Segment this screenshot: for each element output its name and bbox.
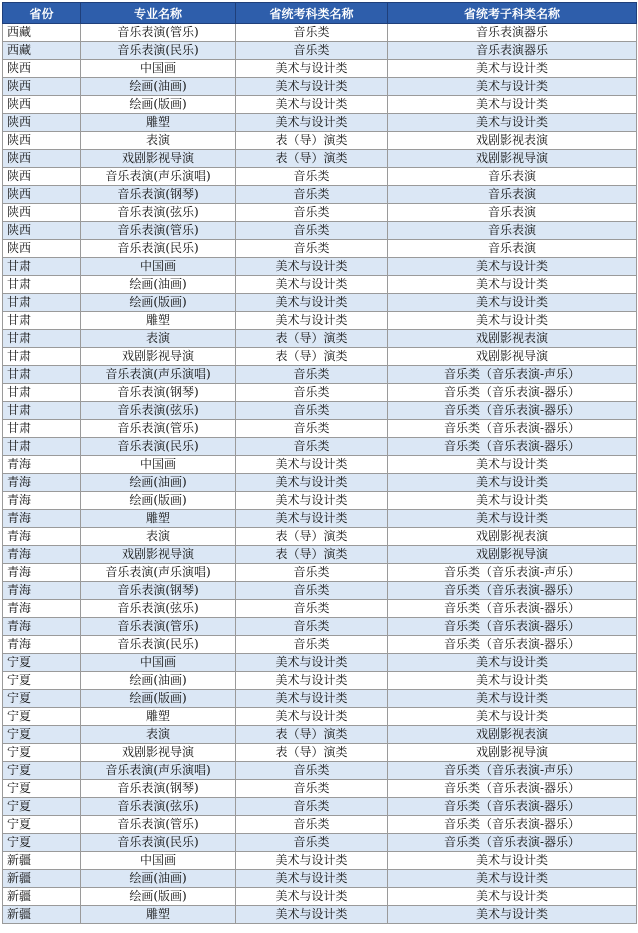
cell-category-name: 音乐类 [236,834,388,852]
table-row [3,222,637,240]
major-category-table [2,2,637,924]
cell-subcategory-name: 音乐类（音乐表演-声乐） [388,762,637,780]
cell-subcategory-name: 音乐类（音乐表演-器乐） [388,618,637,636]
cell-major-name: 戏剧影视导演 [81,150,236,168]
cell-major-name: 绘画(油画) [81,474,236,492]
cell-province: 陕西 [3,222,81,240]
table-row [3,852,637,870]
cell-province: 甘肃 [3,258,81,276]
table-row [3,618,637,636]
cell-major-name: 音乐表演(弦乐) [81,798,236,816]
cell-major-name: 戏剧影视导演 [81,546,236,564]
header-province: 省份 [3,3,81,24]
cell-province: 新疆 [3,888,81,906]
cell-major-name: 戏剧影视导演 [81,348,236,366]
table-row [3,600,637,618]
cell-subcategory-name: 戏剧影视导演 [388,744,637,762]
cell-category-name: 美术与设计类 [236,690,388,708]
cell-category-name: 美术与设计类 [236,276,388,294]
cell-province: 青海 [3,492,81,510]
cell-subcategory-name: 美术与设计类 [388,654,637,672]
table-row [3,834,637,852]
cell-category-name: 音乐类 [236,564,388,582]
cell-category-name: 表（导）演类 [236,528,388,546]
cell-category-name: 表（导）演类 [236,330,388,348]
cell-major-name: 中国画 [81,852,236,870]
cell-province: 宁夏 [3,708,81,726]
table-row [3,528,637,546]
cell-subcategory-name: 美术与设计类 [388,312,637,330]
table-row [3,816,637,834]
table-row [3,582,637,600]
cell-category-name: 音乐类 [236,582,388,600]
cell-subcategory-name: 美术与设计类 [388,888,637,906]
cell-major-name: 音乐表演(管乐) [81,24,236,42]
cell-category-name: 音乐类 [236,42,388,60]
cell-subcategory-name: 音乐类（音乐表演-器乐） [388,798,637,816]
cell-subcategory-name: 美术与设计类 [388,78,637,96]
table-row [3,798,637,816]
cell-province: 新疆 [3,870,81,888]
cell-province: 青海 [3,618,81,636]
cell-major-name: 音乐表演(管乐) [81,618,236,636]
table-row [3,456,637,474]
cell-major-name: 音乐表演(民乐) [81,240,236,258]
table-row [3,312,637,330]
table-row [3,888,637,906]
cell-province: 甘肃 [3,366,81,384]
cell-subcategory-name: 音乐类（音乐表演-器乐） [388,384,637,402]
cell-province: 宁夏 [3,816,81,834]
table-row [3,708,637,726]
cell-category-name: 表（导）演类 [236,546,388,564]
cell-major-name: 绘画(版画) [81,96,236,114]
cell-subcategory-name: 戏剧影视导演 [388,546,637,564]
cell-subcategory-name: 戏剧影视表演 [388,726,637,744]
cell-major-name: 绘画(版画) [81,294,236,312]
cell-major-name: 绘画(版画) [81,690,236,708]
header-major-name: 专业名称 [81,3,236,24]
cell-category-name: 美术与设计类 [236,312,388,330]
cell-major-name: 音乐表演(弦乐) [81,204,236,222]
cell-category-name: 音乐类 [236,384,388,402]
cell-major-name: 雕塑 [81,114,236,132]
cell-province: 西藏 [3,24,81,42]
cell-major-name: 绘画(油画) [81,870,236,888]
cell-province: 青海 [3,564,81,582]
cell-major-name: 音乐表演(钢琴) [81,582,236,600]
table-row [3,78,637,96]
cell-subcategory-name: 美术与设计类 [388,510,637,528]
cell-province: 西藏 [3,42,81,60]
cell-category-name: 音乐类 [236,186,388,204]
cell-subcategory-name: 美术与设计类 [388,492,637,510]
cell-subcategory-name: 美术与设计类 [388,114,637,132]
cell-major-name: 雕塑 [81,906,236,924]
cell-major-name: 绘画(版画) [81,492,236,510]
cell-subcategory-name: 音乐类（音乐表演-器乐） [388,780,637,798]
table-row [3,114,637,132]
cell-subcategory-name: 美术与设计类 [388,96,637,114]
cell-category-name: 美术与设计类 [236,474,388,492]
cell-province: 宁夏 [3,654,81,672]
cell-major-name: 表演 [81,330,236,348]
cell-subcategory-name: 音乐表演器乐 [388,42,637,60]
table-row [3,474,637,492]
cell-category-name: 美术与设计类 [236,852,388,870]
cell-province: 陕西 [3,168,81,186]
cell-province: 陕西 [3,204,81,222]
cell-province: 新疆 [3,852,81,870]
table-row [3,366,637,384]
cell-subcategory-name: 美术与设计类 [388,906,637,924]
cell-subcategory-name: 美术与设计类 [388,294,637,312]
cell-province: 甘肃 [3,420,81,438]
cell-major-name: 音乐表演(民乐) [81,42,236,60]
cell-subcategory-name: 音乐表演 [388,240,637,258]
cell-subcategory-name: 美术与设计类 [388,258,637,276]
cell-subcategory-name: 音乐表演 [388,222,637,240]
cell-province: 青海 [3,528,81,546]
cell-province: 陕西 [3,132,81,150]
table-row [3,186,637,204]
cell-category-name: 表（导）演类 [236,150,388,168]
cell-category-name: 美术与设计类 [236,258,388,276]
table-row [3,564,637,582]
cell-subcategory-name: 音乐表演器乐 [388,24,637,42]
table-row [3,510,637,528]
cell-major-name: 音乐表演(民乐) [81,834,236,852]
cell-province: 宁夏 [3,762,81,780]
cell-province: 宁夏 [3,690,81,708]
cell-major-name: 音乐表演(弦乐) [81,600,236,618]
cell-major-name: 音乐表演(钢琴) [81,780,236,798]
table-row [3,276,637,294]
cell-province: 宁夏 [3,798,81,816]
cell-province: 青海 [3,510,81,528]
cell-subcategory-name: 音乐类（音乐表演-器乐） [388,402,637,420]
cell-category-name: 音乐类 [236,366,388,384]
table-row [3,654,637,672]
cell-province: 青海 [3,546,81,564]
cell-province: 甘肃 [3,276,81,294]
cell-major-name: 音乐表演(管乐) [81,420,236,438]
table-row [3,348,637,366]
table-row [3,60,637,78]
cell-major-name: 音乐表演(钢琴) [81,186,236,204]
table-header [3,3,637,24]
cell-subcategory-name: 美术与设计类 [388,474,637,492]
cell-category-name: 表（导）演类 [236,726,388,744]
table-row [3,96,637,114]
cell-subcategory-name: 音乐类（音乐表演-器乐） [388,438,637,456]
cell-major-name: 绘画(油画) [81,78,236,96]
table-row [3,420,637,438]
cell-major-name: 中国画 [81,654,236,672]
cell-major-name: 中国画 [81,60,236,78]
cell-subcategory-name: 音乐表演 [388,204,637,222]
table-row [3,690,637,708]
cell-subcategory-name: 戏剧影视表演 [388,132,637,150]
cell-category-name: 音乐类 [236,168,388,186]
cell-category-name: 表（导）演类 [236,132,388,150]
table-row [3,546,637,564]
cell-category-name: 音乐类 [236,24,388,42]
cell-major-name: 绘画(油画) [81,672,236,690]
cell-major-name: 音乐表演(弦乐) [81,402,236,420]
cell-major-name: 表演 [81,132,236,150]
cell-major-name: 音乐表演(声乐演唱) [81,168,236,186]
cell-major-name: 表演 [81,726,236,744]
cell-province: 陕西 [3,240,81,258]
cell-province: 甘肃 [3,294,81,312]
cell-province: 甘肃 [3,402,81,420]
cell-province: 青海 [3,582,81,600]
cell-subcategory-name: 美术与设计类 [388,60,637,78]
table-row [3,42,637,60]
cell-category-name: 表（导）演类 [236,348,388,366]
table-row [3,294,637,312]
cell-province: 新疆 [3,906,81,924]
cell-category-name: 音乐类 [236,240,388,258]
cell-category-name: 美术与设计类 [236,456,388,474]
cell-major-name: 雕塑 [81,708,236,726]
cell-category-name: 美术与设计类 [236,672,388,690]
cell-category-name: 美术与设计类 [236,492,388,510]
table-row [3,24,637,42]
cell-major-name: 中国画 [81,258,236,276]
cell-province: 陕西 [3,150,81,168]
cell-province: 宁夏 [3,672,81,690]
cell-province: 宁夏 [3,744,81,762]
cell-category-name: 音乐类 [236,600,388,618]
cell-province: 陕西 [3,78,81,96]
cell-category-name: 美术与设计类 [236,294,388,312]
table-row [3,636,637,654]
cell-subcategory-name: 音乐类（音乐表演-器乐） [388,582,637,600]
table-row [3,384,637,402]
cell-major-name: 音乐表演(管乐) [81,222,236,240]
header-category-name: 省统考科类名称 [236,3,388,24]
cell-subcategory-name: 美术与设计类 [388,870,637,888]
cell-category-name: 美术与设计类 [236,888,388,906]
header-row [3,3,637,24]
cell-category-name: 音乐类 [236,438,388,456]
table-row [3,780,637,798]
cell-province: 甘肃 [3,312,81,330]
cell-province: 甘肃 [3,330,81,348]
table-row [3,204,637,222]
cell-category-name: 音乐类 [236,816,388,834]
cell-subcategory-name: 美术与设计类 [388,456,637,474]
cell-major-name: 音乐表演(管乐) [81,816,236,834]
cell-subcategory-name: 美术与设计类 [388,276,637,294]
cell-subcategory-name: 音乐类（音乐表演-声乐） [388,564,637,582]
cell-province: 青海 [3,636,81,654]
cell-subcategory-name: 戏剧影视导演 [388,348,637,366]
cell-province: 陕西 [3,114,81,132]
cell-province: 青海 [3,600,81,618]
cell-category-name: 音乐类 [236,618,388,636]
header-subcategory-name: 省统考子科类名称 [388,3,637,24]
cell-subcategory-name: 音乐表演 [388,186,637,204]
cell-province: 宁夏 [3,726,81,744]
cell-category-name: 表（导）演类 [236,744,388,762]
cell-major-name: 戏剧影视导演 [81,744,236,762]
table-row [3,726,637,744]
cell-subcategory-name: 音乐类（音乐表演-器乐） [388,834,637,852]
cell-province: 陕西 [3,96,81,114]
table-row [3,672,637,690]
table-row [3,492,637,510]
cell-province: 陕西 [3,60,81,78]
cell-subcategory-name: 音乐类（音乐表演-器乐） [388,816,637,834]
cell-subcategory-name: 音乐类（音乐表演-声乐） [388,366,637,384]
table-row [3,330,637,348]
cell-major-name: 音乐表演(声乐演唱) [81,366,236,384]
table-row [3,762,637,780]
cell-category-name: 美术与设计类 [236,60,388,78]
cell-province: 青海 [3,474,81,492]
table-row [3,906,637,924]
cell-province: 宁夏 [3,834,81,852]
cell-category-name: 音乐类 [236,780,388,798]
cell-category-name: 音乐类 [236,798,388,816]
cell-category-name: 音乐类 [236,222,388,240]
table-body [3,24,637,924]
cell-subcategory-name: 美术与设计类 [388,708,637,726]
cell-major-name: 表演 [81,528,236,546]
cell-category-name: 音乐类 [236,420,388,438]
cell-category-name: 音乐类 [236,204,388,222]
cell-category-name: 美术与设计类 [236,510,388,528]
cell-major-name: 中国画 [81,456,236,474]
cell-province: 青海 [3,456,81,474]
cell-subcategory-name: 戏剧影视表演 [388,330,637,348]
table-row [3,240,637,258]
cell-category-name: 美术与设计类 [236,906,388,924]
cell-category-name: 美术与设计类 [236,114,388,132]
table-row [3,132,637,150]
cell-subcategory-name: 音乐类（音乐表演-器乐） [388,600,637,618]
cell-major-name: 音乐表演(声乐演唱) [81,762,236,780]
cell-major-name: 音乐表演(民乐) [81,636,236,654]
cell-subcategory-name: 戏剧影视表演 [388,528,637,546]
cell-category-name: 美术与设计类 [236,78,388,96]
cell-province: 陕西 [3,186,81,204]
table-row [3,168,637,186]
cell-category-name: 美术与设计类 [236,96,388,114]
cell-major-name: 绘画(版画) [81,888,236,906]
cell-major-name: 音乐表演(声乐演唱) [81,564,236,582]
table-row [3,870,637,888]
table-row [3,258,637,276]
cell-province: 宁夏 [3,780,81,798]
cell-major-name: 音乐表演(钢琴) [81,384,236,402]
cell-subcategory-name: 音乐类（音乐表演-器乐） [388,636,637,654]
cell-category-name: 美术与设计类 [236,654,388,672]
cell-major-name: 音乐表演(民乐) [81,438,236,456]
cell-major-name: 雕塑 [81,510,236,528]
cell-category-name: 音乐类 [236,636,388,654]
table-row [3,438,637,456]
cell-subcategory-name: 美术与设计类 [388,690,637,708]
cell-category-name: 美术与设计类 [236,708,388,726]
cell-province: 甘肃 [3,384,81,402]
cell-category-name: 音乐类 [236,762,388,780]
table-row [3,150,637,168]
cell-category-name: 美术与设计类 [236,870,388,888]
cell-subcategory-name: 音乐类（音乐表演-器乐） [388,420,637,438]
cell-major-name: 绘画(油画) [81,276,236,294]
table-row [3,402,637,420]
cell-subcategory-name: 戏剧影视导演 [388,150,637,168]
cell-province: 甘肃 [3,438,81,456]
cell-major-name: 雕塑 [81,312,236,330]
cell-subcategory-name: 美术与设计类 [388,852,637,870]
cell-subcategory-name: 音乐表演 [388,168,637,186]
table-row [3,744,637,762]
cell-province: 甘肃 [3,348,81,366]
cell-subcategory-name: 美术与设计类 [388,672,637,690]
cell-category-name: 音乐类 [236,402,388,420]
